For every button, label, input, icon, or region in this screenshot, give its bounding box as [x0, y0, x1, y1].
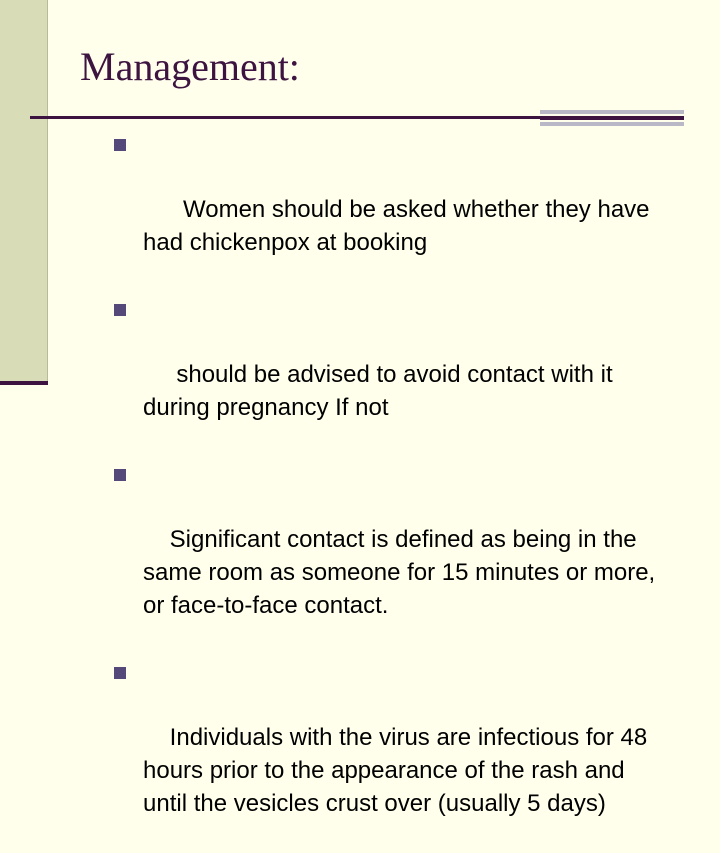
square-bullet-icon	[114, 667, 126, 679]
accent-bar-bottom	[540, 122, 684, 126]
side-decoration-band	[0, 0, 47, 381]
slide-title: Management:	[80, 44, 300, 89]
bullet-list	[112, 127, 672, 853]
bullet-item	[112, 457, 672, 655]
bullet-text: Women should be asked whether they have had chickenpox at booking	[143, 196, 657, 256]
square-bullet-icon	[114, 469, 126, 481]
side-rule	[0, 381, 48, 385]
square-bullet-icon	[114, 139, 126, 151]
bullet-item	[112, 655, 672, 853]
bullet-text: Significant contact is defined as being in the same room as someone for 15 minutes or more, or face-to-face contact.	[143, 526, 662, 619]
accent-bar-top	[540, 110, 684, 114]
bullet-text: Individuals with the virus are infectious for 48 hours prior to the appearance of the rash and until the vesicles crust over (usually 5 days)	[143, 724, 654, 817]
square-bullet-icon	[114, 304, 126, 316]
bullet-text: should be advised to avoid contact with it during pregnancy If not	[143, 361, 620, 421]
side-band-shadow	[47, 0, 48, 381]
bullet-item	[112, 127, 672, 292]
bullet-item	[112, 292, 672, 457]
accent-bar-middle	[540, 117, 684, 120]
accent-bar	[540, 110, 684, 126]
